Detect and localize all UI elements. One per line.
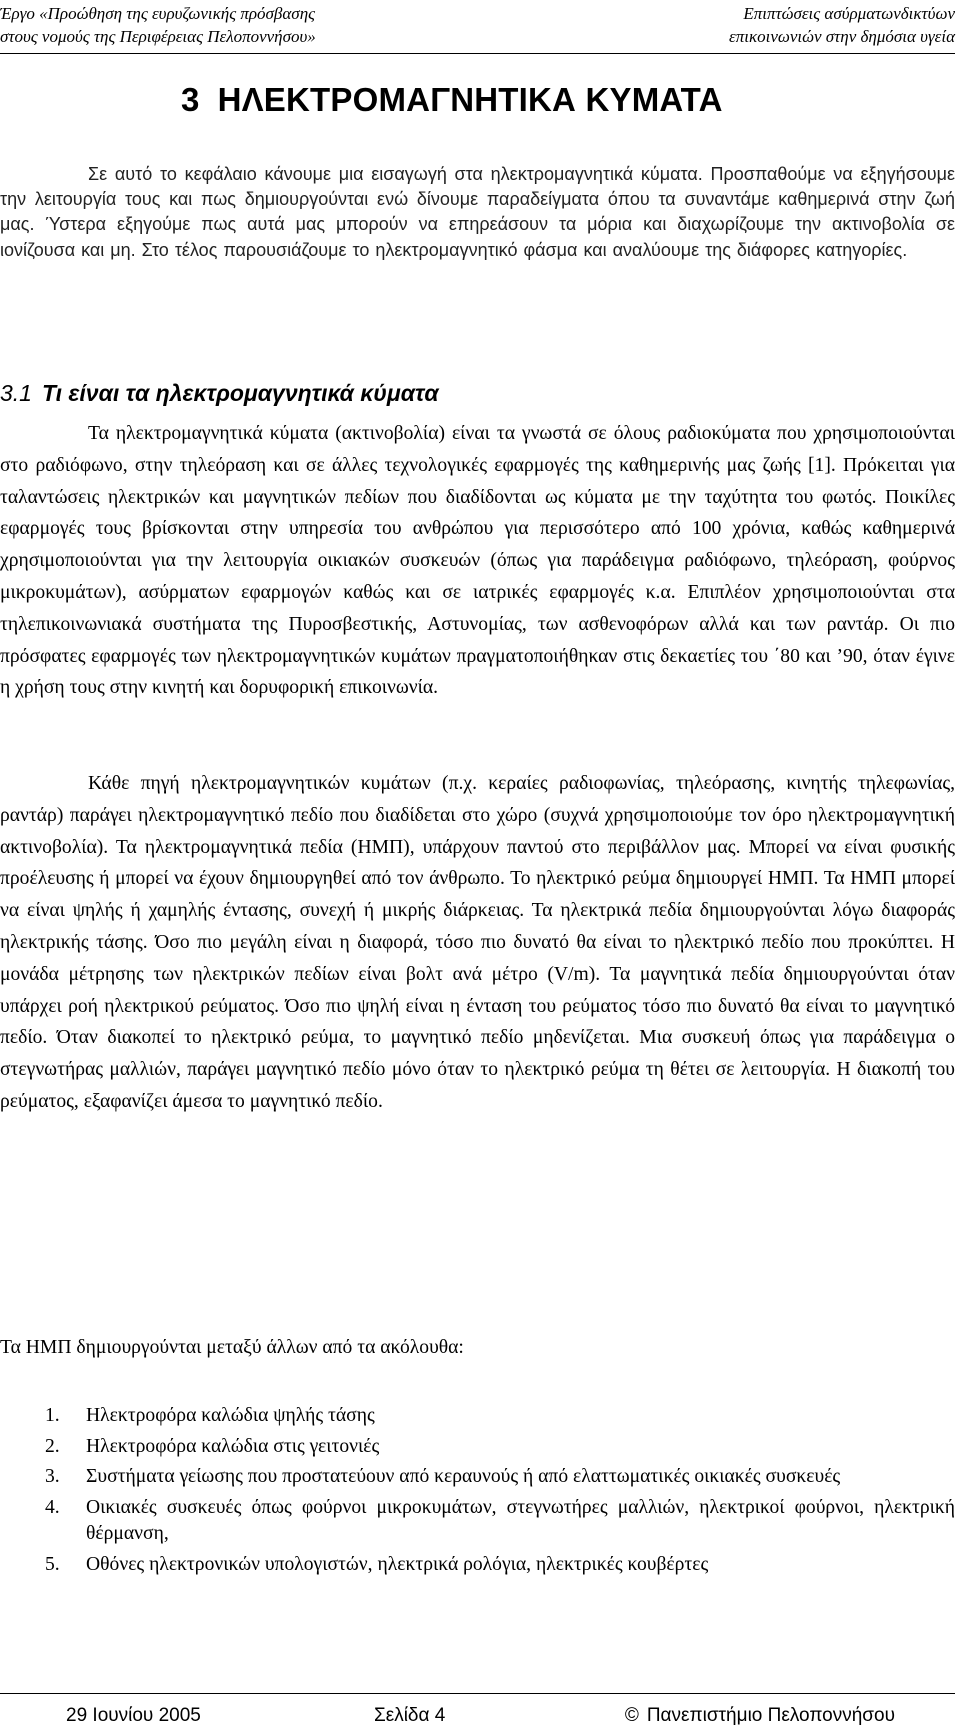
sources-list	[0, 1403, 955, 1578]
header-left-line-1: Έργο «Προώθηση της ευρυζωνικής πρόσβασης	[0, 4, 316, 23]
list-item-text: Οθόνες ηλεκτρονικών υπολογιστών, ηλεκτρικά ρολόγια, ηλεκτρικές κουβέρτες	[86, 1553, 709, 1575]
page-footer	[0, 1704, 955, 1730]
header-left-line-2: στους νομούς της Περιφέρειας Πελοποννήσου»	[0, 27, 316, 46]
chapter-title: ΗΛΕΚΤΡΟΜΑΓΝΗΤΙΚΑ ΚΥΜΑΤΑ	[217, 81, 723, 118]
list-item-number: 3.	[45, 1466, 60, 1487]
footer-owner: Πανεπιστήμιο Πελοποννήσου	[646, 1705, 895, 1726]
list-item-text: Συστήματα γείωσης που προστατεύουν από κεραυνούς ή από ελαττωματικές οικιακές συσκευές	[86, 1466, 841, 1487]
list-item-number: 5.	[45, 1553, 60, 1575]
chapter-heading	[181, 80, 723, 120]
body-paragraph-1	[0, 418, 955, 704]
footer-copyright	[625, 1704, 895, 1728]
list-item	[0, 1495, 955, 1548]
list-item	[0, 1434, 955, 1461]
chapter-number: 3	[181, 81, 200, 118]
footer-divider	[0, 1693, 955, 1694]
intro-paragraph: Σε αυτό το κεφάλαιο κάνουμε μια εισαγωγή στα ηλεκτρομαγνητικά κύματα. Προσπαθούμε να εξηγήσουμε την λειτουργία τους και πως δημιουργούνται ενώ δίνουμε παραδείγματα όπου τα συναντάμε καθημερινά στην ζωή μας. Ύστερα εξηγούμε πως αυτά μας μπορούν να επηρεάσουν τα μόρια και διαχωρίζουμε την ακτινοβολία σε ιονίζουσα και μη. Στο τέλος παρουσιάζουμε το ηλεκτρομαγνητικό φάσμα και αναλύουμε της διάφορες κατηγορίες.	[0, 164, 955, 260]
paragraph-text: Κάθε πηγή ηλεκτρομαγνητικών κυμάτων (π.χ. κεραίες ραδιοφωνίας, τηλεόρασης, κινητής τηλεφωνίας, ραντάρ) παράγει ηλεκτρομαγνητικό πεδίο που διαδίδεται στο χώρο (συχνά χρησιμοποιούμε τον όρο ηλεκτρομαγνητική ακτινοβολία). Τα ηλεκτρομαγνητικά πεδία (ΗΜΠ), υπάρχουν παντού στο περιβάλλον μας. Μπορεί να είναι φυσικής προέλευσης ή μπορεί να έχουν δημιουργηθεί από τον άνθρωπο. Το ηλεκτρικό ρεύμα δημιουργεί ΗΜΠ. Τα ΗΜΠ μπορεί να είναι ψηλής ή χαμηλής έντασης, συνεχή ή μικρής διάρκειας. Τα ηλεκτρικά πεδία δημιουργούνται λόγω διαφοράς ηλεκτρικής τάσης. Όσο πιο μεγάλη είναι η διαφορά, τόσο πιο δυνατό θα είναι το ηλεκτρικό πεδίο που προκύπτει. Η μονάδα μέτρησης των ηλεκτρικών πεδίων είναι βολτ ανά μέτρο (V/m). Τα μαγνητικά πεδία δημιουργούνται όταν υπάρχει ροή ηλεκτρικού ρεύματος. Όσο πιο ψηλή είναι η ένταση του ρεύματος τόσο πιο δυνατό θα είναι το μαγνητικό πεδίο. Όταν διακοπεί το ηλεκτρικό ρεύμα, το μαγνητικό πεδίο μηδενίζεται. Μια συσκευή όπως για παράδειγμα ο στεγνωτήρας μαλλιών, παράγει μαγνητικό πεδίο μόνο όταν το ηλεκτρικό ρεύμα τη θέτει σε λειτουργία. Η διακοπή του ρεύματος, εξαφανίζει άμεσα το μαγνητικό πεδίο.	[0, 773, 955, 1112]
list-item	[0, 1552, 955, 1579]
list-item-number: 1.	[45, 1405, 60, 1426]
list-item-number: 4.	[45, 1496, 60, 1518]
list-item	[0, 1464, 955, 1491]
section-heading	[0, 378, 439, 408]
footer-page-number: Σελίδα 4	[374, 1705, 446, 1726]
list-item-text: Ηλεκτροφόρα καλώδια ψηλής τάσης	[86, 1405, 375, 1426]
list-item-text: Οικιακές συσκευές όπως φούρνοι μικροκυμάτων, στεγνωτήρες μαλλιών, ηλεκτρικοί φούρνοι, ηλεκτρική θέρμανση,	[86, 1496, 955, 1544]
header-right-line-1: Επιπτώσεις ασύρματωνδικτύων	[743, 4, 955, 23]
header-right-line-2: επικοινωνιών στην δημόσια υγεία	[729, 27, 955, 46]
section-number: 3.1	[0, 380, 32, 406]
list-item-number: 2.	[45, 1435, 60, 1457]
footer-date: 29 Ιουνίου 2005	[66, 1705, 201, 1726]
body-paragraph-2	[0, 768, 955, 1118]
section-title: Τι είναι τα ηλεκτρομαγνητικά κύματα	[41, 380, 439, 406]
paragraph-text: Τα ηλεκτρομαγνητικά κύματα (ακτινοβολία) είναι τα γνωστά σε όλους ραδιοκύματα που χρησιμοποιούνται στο ραδιόφωνο, στην τηλεόραση και σε άλλες τεχνολογικές εφαρμογές της καθημερινής μας ζωής [1]. Πρόκειται για ταλαντώσεις ηλεκτρικών και μαγνητικών πεδίων που διαδίδονται ως κύματα με την ταχύτητα του φωτός. Ποικίλες εφαρμογές τους βρίσκονται στην υπηρεσία του ανθρώπου για περισσότερο από 100 χρόνια, καθώς καθημερινά χρησιμοποιούνται για την λειτουργία οικιακών συσκευών (όπως για παράδειγμα ραδιόφωνο, τηλεόραση, φούρνος μικροκυμάτων), ασύρματων εφαρμογών καθώς και σε ιατρικές εφαρμογές κ.α. Επιπλέον χρησιμοποιούνται στα τηλεπικοινωνιακά συστήματα της Πυροσβεστικής, Αστυνομίας, των ασθενοφόρων αλλά και των ραντάρ. Οι πιο πρόσφατες εφαρμογές των ηλεκτρομαγνητικών κυμάτων πραγματοποιήθηκαν στις δεκαετίες του ΄80 και ’90, όταν έγινε η χρήση τους στην κινητή και δορυφορική επικοινωνία.	[0, 423, 955, 699]
page-header	[0, 2, 955, 52]
list-item-text: Ηλεκτροφόρα καλώδια στις γειτονιές	[86, 1435, 380, 1457]
header-divider	[0, 53, 955, 54]
copyright-icon: ©	[624, 1705, 639, 1726]
header-project-title	[0, 2, 316, 48]
chapter-intro	[0, 162, 955, 263]
list-item	[0, 1403, 955, 1430]
header-report-title	[729, 2, 955, 48]
list-intro: Τα ΗΜΠ δημιουργούνται μεταξύ άλλων από τα ακόλουθα:	[0, 1337, 464, 1358]
